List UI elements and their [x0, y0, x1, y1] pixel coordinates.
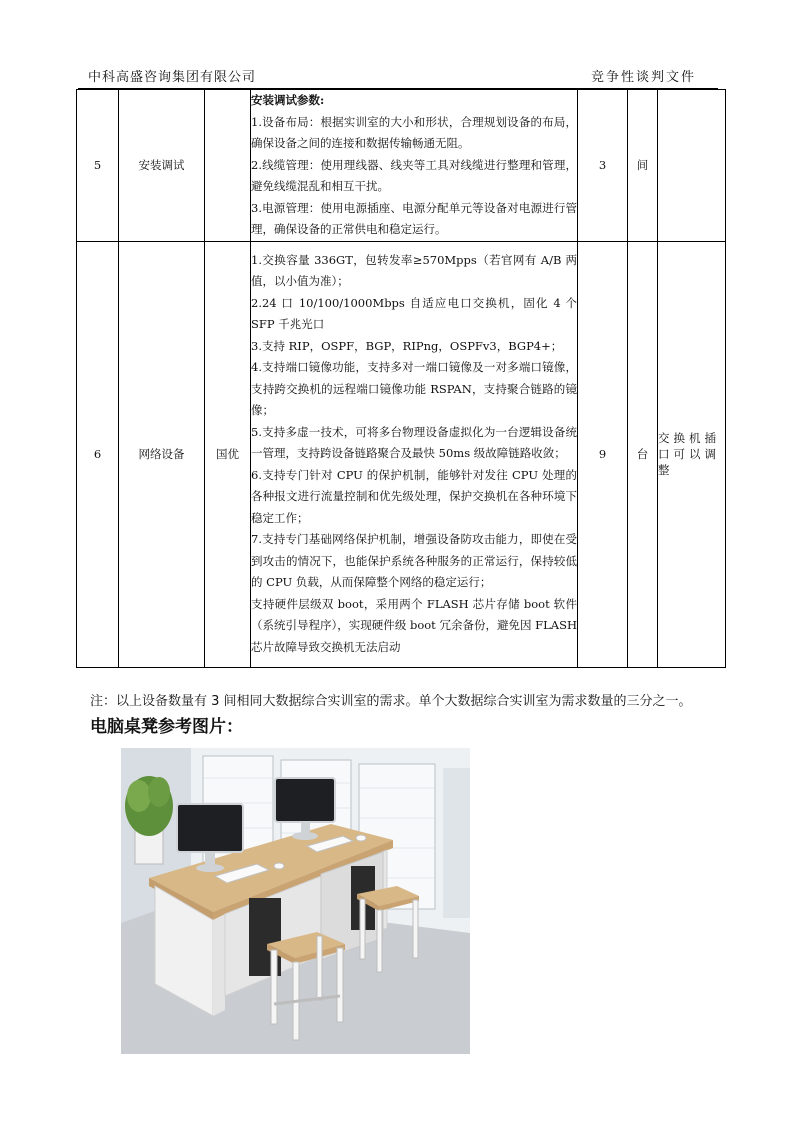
equipment-spec-table: [76, 89, 726, 668]
spec-line: 3.电源管理：使用电源插座、电源分配单元等设备对电源进行管理，确保设备的正常供电和稳定运行。: [251, 200, 577, 236]
item-unit: 间: [628, 90, 658, 242]
item-quantity: 9: [578, 241, 628, 667]
document-type: 竞争性谈判文件: [590, 70, 696, 85]
spec-line: 5.支持多虚一技术，可将多台物理设备虚拟化为一台逻辑设备统一管理，支持跨设备链路聚合及最快 50ms 级故障链路收敛；: [251, 424, 577, 461]
item-brand: [205, 90, 251, 242]
item-name: 安装调试: [119, 90, 205, 242]
table-row-install: [77, 90, 726, 242]
page-header: [78, 60, 718, 89]
spec-line: 2.24 口 10/100/1000Mbps 自适应电口交换机，固化 4 个 SFP 千兆光口: [251, 295, 577, 332]
item-note: [658, 90, 726, 242]
spec-line: 4.支持端口镜像功能，支持多对一端口镜像及一对多端口镜像，支持跨交换机的远程端口镜像功能 RSPAN，支持聚合链路的镜像；: [251, 360, 577, 418]
spec-line: 1.设备布局：根据实训室的大小和形状，合理规划设备的布局，确保设备之间的连接和数据传输畅通无阻。: [251, 114, 577, 150]
spec-line: 2.线缆管理：使用理线器、线夹等工具对线缆进行整理和管理，避免线缆混乱和相互干扰。: [251, 157, 577, 193]
spec-line: 6.支持专门针对 CPU 的保护机制，能够针对发往 CPU 处理的各种报文进行流量控制和优先级处理，保护交换机在各种环境下稳定工作；: [251, 467, 577, 525]
spec-line: 支持硬件层级双 boot，采用两个 FLASH 芯片存储 boot 软件（系统引导程序），实现硬件级 boot 冗余备份，避免因 FLASH 芯片故障导致交换机无法启动: [251, 596, 577, 654]
item-name: 网络设备: [119, 241, 205, 667]
spec-line: 3.支持 RIP，OSPF，BGP，RIPng，OSPFv3，BGP4+；: [251, 338, 563, 353]
spec-line: 1.交换容量 336GT，包转发率≥570Mpps（若官网有 A/B 两值，以小值为准）；: [251, 252, 577, 289]
picture-heading: 电脑桌凳参考图片：: [90, 717, 243, 737]
computer-desk-photo: [121, 748, 470, 1054]
table-row-network: [77, 241, 726, 667]
item-brand: 国优: [205, 241, 251, 667]
table-footnote: 注：以上设备数量有 3 间相同大数据综合实训室的需求。单个大数据综合实训室为需求数量的三分之一。: [90, 694, 692, 709]
item-quantity: 3: [578, 90, 628, 242]
row-number: 5: [77, 90, 119, 242]
item-spec: [251, 241, 578, 667]
item-note: 交换机插口可以调整: [658, 241, 726, 667]
item-unit: 台: [628, 241, 658, 667]
row-number: 6: [77, 241, 119, 667]
spec-title: 安装调试参数:: [251, 93, 325, 107]
item-spec: [251, 90, 578, 242]
spec-line: 7.支持专门基础网络保护机制，增强设备防攻击能力，即使在受到攻击的情况下，也能保护系统各种服务的正常运行，保持较低的 CPU 负载，从而保障整个网络的稳定运行；: [251, 532, 577, 590]
company-name: 中科高盛咨询集团有限公司: [88, 70, 257, 85]
